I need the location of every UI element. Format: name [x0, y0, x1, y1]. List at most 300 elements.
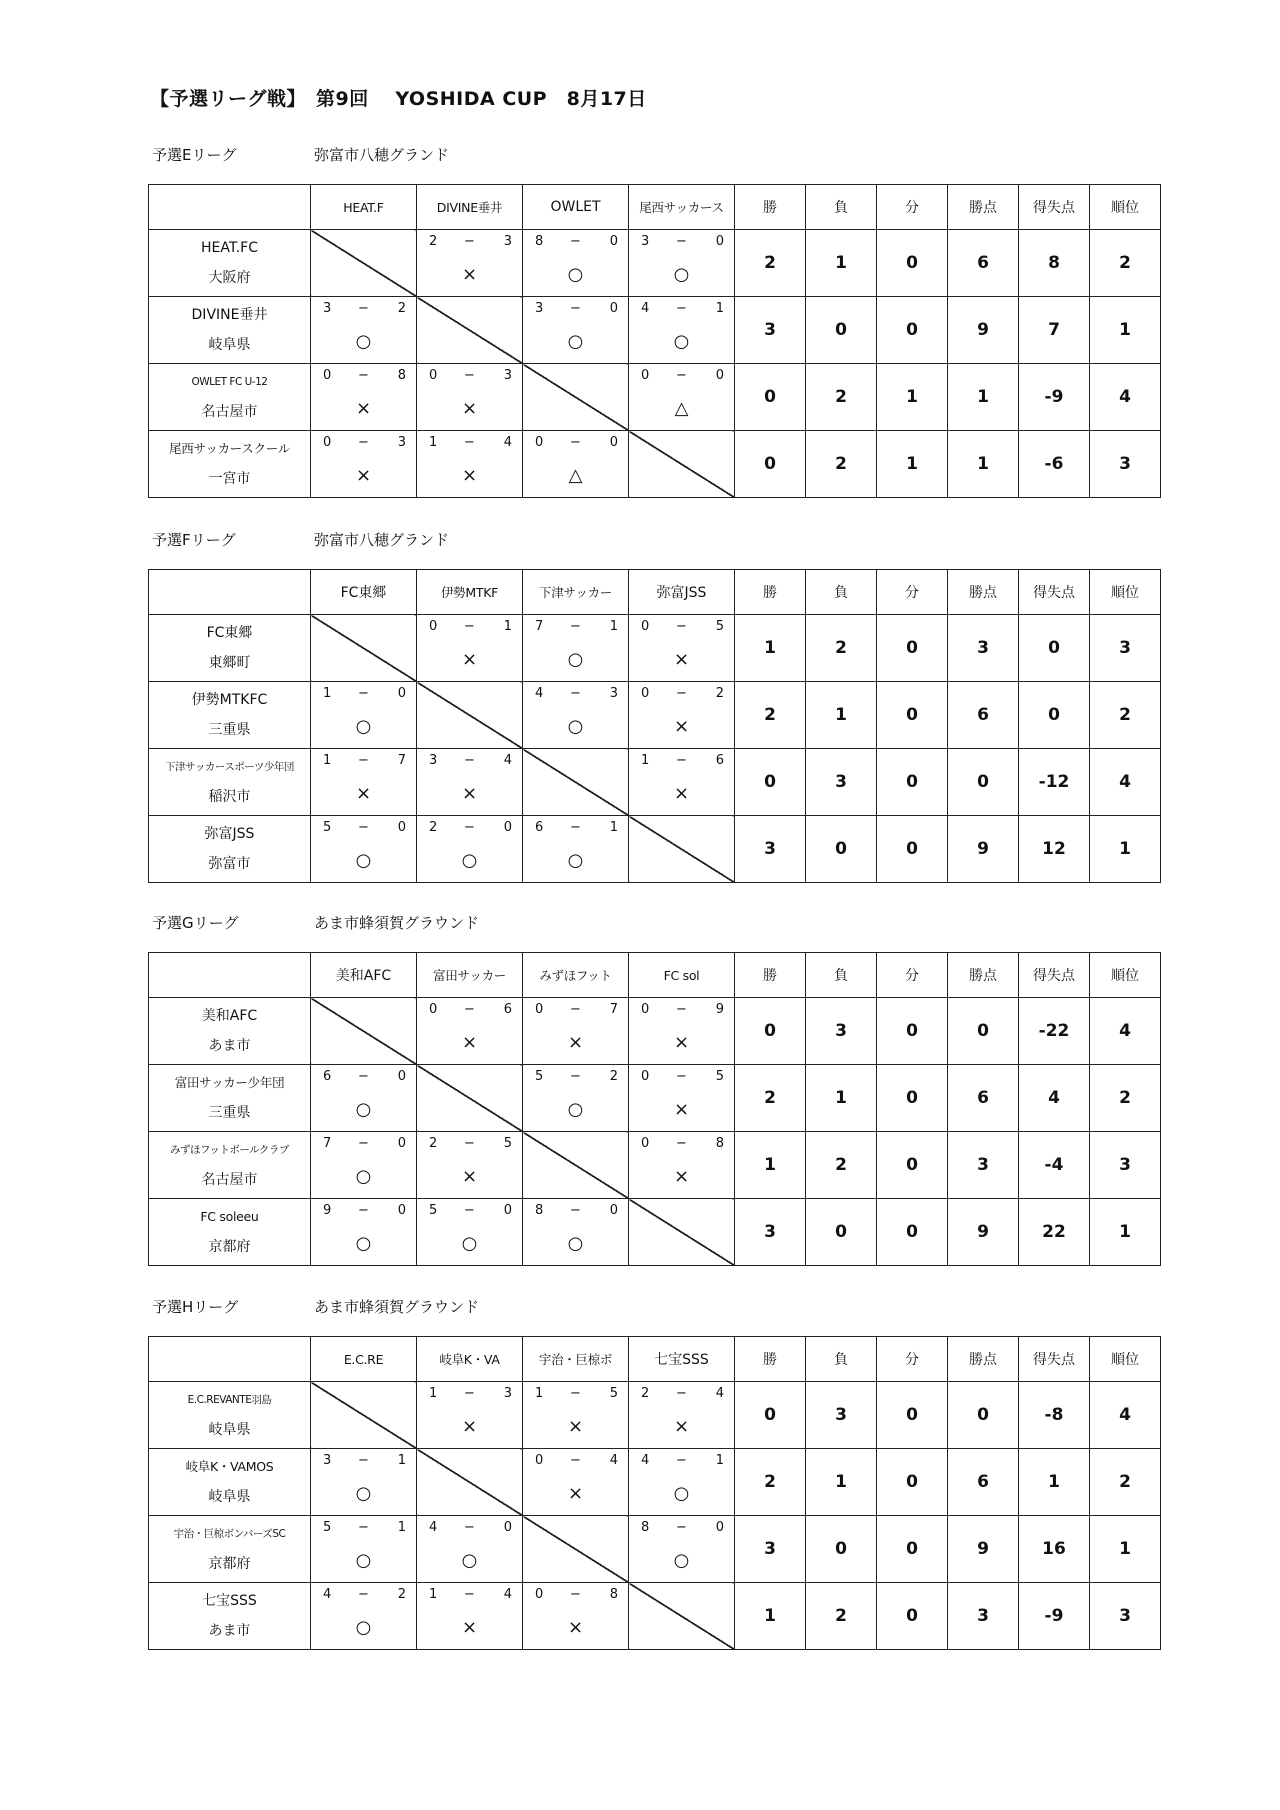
stat-column-header: 得失点 [1019, 953, 1090, 998]
score-own: 0 [323, 435, 332, 450]
match-result-cell [311, 1449, 417, 1516]
stat-column-header: 勝 [735, 1337, 806, 1382]
stat-cell: 3 [1090, 1583, 1161, 1650]
league-name: 予選Eリーグ [152, 146, 237, 164]
score-opponent: 0 [503, 1203, 512, 1218]
corner-cell [149, 185, 311, 230]
self-match-cell [311, 998, 417, 1065]
match-result-cell [417, 998, 523, 1065]
stat-column-header: 順位 [1090, 953, 1161, 998]
stat-cell: 1 [948, 364, 1019, 431]
team-name: FC東郷 [206, 625, 253, 641]
score-dash: − [570, 1069, 581, 1084]
stat-column-header: 順位 [1090, 570, 1161, 615]
match-result-cell [523, 615, 629, 682]
result-mark: × [673, 1032, 690, 1053]
stat-cell: 4 [1090, 998, 1161, 1065]
stat-cell: 0 [735, 749, 806, 816]
table-row [149, 749, 1161, 816]
stat-column-header: 勝点 [948, 1337, 1019, 1382]
score-opponent: 0 [609, 234, 618, 249]
score-dash: − [358, 368, 369, 383]
match-result-cell [311, 364, 417, 431]
league-table [148, 569, 1161, 883]
match-result-cell [629, 749, 735, 816]
team-cell [149, 615, 311, 682]
score-dash: − [676, 368, 687, 383]
team-name: HEAT.FC [200, 240, 259, 256]
score-opponent: 5 [503, 1136, 512, 1151]
score-opponent: 0 [609, 435, 618, 450]
score-dash: − [676, 1386, 687, 1401]
score-opponent: 0 [715, 368, 724, 383]
score-dash: − [570, 1453, 581, 1468]
match-result-cell [417, 1199, 523, 1266]
page-title: 【予選リーグ戦】 第9回 YOSHIDA CUP 8月17日 [150, 88, 647, 110]
stat-cell: 1 [806, 1065, 877, 1132]
score-own: 0 [535, 1453, 544, 1468]
stat-cell: 0 [735, 998, 806, 1065]
score-opponent: 4 [503, 1587, 512, 1602]
match-result-cell [311, 1065, 417, 1132]
score-own: 5 [429, 1203, 438, 1218]
score-dash: − [676, 1520, 687, 1535]
match-result-cell [311, 1583, 417, 1650]
result-mark: ○ [355, 1099, 372, 1120]
stat-cell: 6 [948, 230, 1019, 297]
stat-column-header: 分 [877, 185, 948, 230]
match-result-cell [523, 297, 629, 364]
result-mark: ○ [355, 1550, 372, 1571]
result-mark: × [461, 1416, 478, 1437]
score-opponent: 5 [609, 1386, 618, 1401]
stat-column-header: 順位 [1090, 1337, 1161, 1382]
score-own: 1 [535, 1386, 544, 1401]
league-name: 予選Fリーグ [152, 531, 236, 549]
team-cell [149, 1132, 311, 1199]
result-mark: ○ [567, 264, 584, 285]
stat-column-header: 勝点 [948, 570, 1019, 615]
opponent-column-header: 七宝SSS [629, 1337, 735, 1382]
score-opponent: 9 [715, 1002, 724, 1017]
table-row [149, 1132, 1161, 1199]
team-city: 大阪府 [208, 270, 251, 286]
stat-cell: 2 [1090, 1065, 1161, 1132]
team-cell [149, 1516, 311, 1583]
score-dash: − [676, 1136, 687, 1151]
score-own: 1 [429, 1587, 438, 1602]
result-mark: ○ [355, 1166, 372, 1187]
league-section [148, 140, 1160, 487]
stat-cell: 4 [1090, 1382, 1161, 1449]
stat-cell: 0 [806, 1516, 877, 1583]
stat-cell: 0 [877, 1382, 948, 1449]
score-opponent: 6 [503, 1002, 512, 1017]
score-own: 7 [323, 1136, 332, 1151]
score-dash: − [676, 1002, 687, 1017]
league-venue: 弥富市八穂グランド [314, 146, 450, 164]
team-city: 名古屋市 [201, 1172, 258, 1188]
score-own: 4 [323, 1587, 332, 1602]
score-dash: − [464, 1587, 475, 1602]
stat-cell: 9 [948, 1199, 1019, 1266]
table-row [149, 1449, 1161, 1516]
opponent-column-header: 富田サッカー [417, 953, 523, 998]
self-match-cell [417, 1065, 523, 1132]
result-mark: ○ [567, 649, 584, 670]
score-opponent: 1 [609, 619, 618, 634]
score-opponent: 1 [609, 820, 618, 835]
score-dash: − [570, 1587, 581, 1602]
stat-cell: 9 [948, 816, 1019, 883]
result-mark: ○ [673, 264, 690, 285]
stat-cell: 4 [1090, 364, 1161, 431]
score-dash: − [358, 1587, 369, 1602]
team-cell [149, 1065, 311, 1132]
stat-cell: -6 [1019, 431, 1090, 498]
score-own: 6 [535, 820, 544, 835]
result-mark: ○ [461, 1233, 478, 1254]
team-name: DIVINE垂井 [191, 307, 268, 323]
team-cell [149, 1583, 311, 1650]
score-opponent: 1 [397, 1453, 406, 1468]
team-name: FC soleeu [200, 1209, 259, 1224]
score-own: 0 [641, 1002, 650, 1017]
self-match-cell [629, 816, 735, 883]
stat-cell: 3 [1090, 1132, 1161, 1199]
score-own: 0 [429, 368, 438, 383]
table-row [149, 364, 1161, 431]
opponent-column-header: 下津サッカー [523, 570, 629, 615]
match-result-cell [311, 1199, 417, 1266]
stat-cell: 0 [877, 1132, 948, 1199]
score-own: 0 [429, 619, 438, 634]
team-name: 宇治・巨椋ボンバーズSC [173, 1528, 286, 1540]
score-opponent: 4 [715, 1386, 724, 1401]
opponent-column-header: 伊勢MTKF [417, 570, 523, 615]
stat-cell: 3 [735, 1199, 806, 1266]
score-opponent: 0 [503, 1520, 512, 1535]
score-opponent: 0 [397, 1203, 406, 1218]
score-opponent: 8 [715, 1136, 724, 1151]
result-mark: × [355, 398, 372, 419]
stat-cell: 12 [1019, 816, 1090, 883]
league-header [148, 525, 1160, 555]
score-own: 0 [641, 1069, 650, 1084]
team-cell [149, 1382, 311, 1449]
match-result-cell [523, 1199, 629, 1266]
result-mark: ○ [673, 1483, 690, 1504]
stat-cell: 2 [806, 1583, 877, 1650]
stat-cell: 0 [1019, 615, 1090, 682]
match-result-cell [629, 1382, 735, 1449]
score-dash: − [358, 301, 369, 316]
self-match-cell [523, 1132, 629, 1199]
stat-cell: 0 [735, 1382, 806, 1449]
stat-cell: -9 [1019, 364, 1090, 431]
result-mark: × [567, 1032, 584, 1053]
score-opponent: 3 [503, 368, 512, 383]
result-mark: △ [568, 465, 583, 486]
team-cell [149, 431, 311, 498]
score-own: 0 [641, 619, 650, 634]
result-mark: × [673, 1099, 690, 1120]
team-cell [149, 1199, 311, 1266]
score-dash: − [676, 619, 687, 634]
self-match-cell [311, 615, 417, 682]
score-dash: − [358, 1069, 369, 1084]
match-result-cell [629, 364, 735, 431]
stat-cell: 0 [877, 297, 948, 364]
stat-cell: 2 [806, 1132, 877, 1199]
score-dash: − [570, 619, 581, 634]
match-result-cell [523, 1382, 629, 1449]
self-match-cell [629, 1199, 735, 1266]
score-opponent: 3 [503, 1386, 512, 1401]
score-dash: − [570, 435, 581, 450]
match-result-cell [629, 682, 735, 749]
score-dash: − [358, 1520, 369, 1535]
team-name: 七宝SSS [202, 1593, 257, 1609]
stat-cell: 2 [1090, 1449, 1161, 1516]
opponent-column-header: FC東郷 [311, 570, 417, 615]
score-own: 2 [429, 1136, 438, 1151]
score-own: 3 [429, 753, 438, 768]
result-mark: × [355, 783, 372, 804]
stat-cell: 0 [877, 1449, 948, 1516]
score-own: 0 [641, 1136, 650, 1151]
score-own: 4 [535, 686, 544, 701]
score-opponent: 0 [715, 1520, 724, 1535]
score-opponent: 3 [397, 435, 406, 450]
match-result-cell [523, 1583, 629, 1650]
score-dash: − [464, 435, 475, 450]
team-city: 稲沢市 [208, 789, 251, 805]
score-dash: − [570, 820, 581, 835]
score-opponent: 1 [503, 619, 512, 634]
match-result-cell [629, 615, 735, 682]
team-name: E.C.REVANTE羽島 [187, 1394, 272, 1406]
score-opponent: 0 [609, 1203, 618, 1218]
stat-column-header: 勝点 [948, 185, 1019, 230]
result-mark: × [673, 649, 690, 670]
score-opponent: 2 [397, 1587, 406, 1602]
result-mark: ○ [567, 331, 584, 352]
league-table [148, 184, 1161, 498]
stat-column-header: 得失点 [1019, 1337, 1090, 1382]
table-row [149, 615, 1161, 682]
score-own: 4 [429, 1520, 438, 1535]
stat-cell: 1 [806, 230, 877, 297]
score-opponent: 0 [503, 820, 512, 835]
match-result-cell [523, 230, 629, 297]
stat-cell: 0 [948, 1382, 1019, 1449]
result-mark: ○ [461, 850, 478, 871]
match-result-cell [311, 1132, 417, 1199]
score-opponent: 0 [609, 301, 618, 316]
score-dash: − [464, 1136, 475, 1151]
team-name: 岐阜K・VAMOS [185, 1459, 274, 1474]
stat-cell: 1 [877, 364, 948, 431]
stat-cell: 3 [735, 1516, 806, 1583]
stat-column-header: 分 [877, 1337, 948, 1382]
match-result-cell [311, 431, 417, 498]
opponent-column-header: E.C.RE [311, 1337, 417, 1382]
stat-column-header: 勝 [735, 570, 806, 615]
team-cell [149, 297, 311, 364]
result-mark: × [673, 1416, 690, 1437]
result-mark: ○ [461, 1550, 478, 1571]
stat-cell: 0 [806, 297, 877, 364]
league-name: 予選Gリーグ [152, 914, 239, 932]
table-row [149, 1199, 1161, 1266]
stat-cell: 0 [877, 1065, 948, 1132]
stat-cell: 2 [806, 615, 877, 682]
league-name: 予選Hリーグ [152, 1298, 239, 1316]
match-result-cell [523, 1065, 629, 1132]
stat-cell: 1 [735, 1132, 806, 1199]
stat-cell: 9 [948, 297, 1019, 364]
score-own: 3 [323, 1453, 332, 1468]
self-match-cell [523, 364, 629, 431]
score-dash: − [676, 1453, 687, 1468]
score-opponent: 1 [397, 1520, 406, 1535]
corner-cell [149, 1337, 311, 1382]
self-match-cell [417, 297, 523, 364]
self-match-cell [417, 682, 523, 749]
score-own: 0 [641, 368, 650, 383]
opponent-column-header: FC sol [629, 953, 735, 998]
stat-cell: 8 [1019, 230, 1090, 297]
team-city: 岐阜県 [208, 337, 251, 353]
stat-cell: 2 [806, 364, 877, 431]
score-dash: − [358, 686, 369, 701]
score-own: 1 [429, 435, 438, 450]
stat-column-header: 負 [806, 1337, 877, 1382]
stat-cell: 1 [1090, 297, 1161, 364]
stat-cell: 1 [877, 431, 948, 498]
team-city: 京都府 [208, 1556, 251, 1572]
result-mark: ○ [355, 331, 372, 352]
self-match-cell [523, 749, 629, 816]
score-dash: − [464, 1203, 475, 1218]
stat-cell: 2 [1090, 230, 1161, 297]
match-result-cell [417, 1516, 523, 1583]
score-opponent: 7 [609, 1002, 618, 1017]
opponent-column-header: OWLET [523, 185, 629, 230]
league-venue: あま市蜂須賀グラウンド [314, 914, 480, 932]
stat-cell: 1 [1090, 1199, 1161, 1266]
stat-column-header: 分 [877, 570, 948, 615]
match-result-cell [523, 682, 629, 749]
stat-cell: -22 [1019, 998, 1090, 1065]
table-row [149, 816, 1161, 883]
stat-cell: 0 [877, 1516, 948, 1583]
score-dash: − [358, 1136, 369, 1151]
stat-cell: 1 [806, 682, 877, 749]
score-dash: − [570, 1386, 581, 1401]
match-result-cell [417, 1132, 523, 1199]
score-own: 0 [535, 1002, 544, 1017]
score-own: 2 [429, 820, 438, 835]
result-mark: × [461, 398, 478, 419]
result-mark: × [673, 783, 690, 804]
match-result-cell [629, 1065, 735, 1132]
score-own: 5 [323, 820, 332, 835]
stat-cell: 3 [735, 297, 806, 364]
match-result-cell [417, 1583, 523, 1650]
score-own: 0 [323, 368, 332, 383]
score-opponent: 8 [609, 1587, 618, 1602]
stat-cell: 3 [735, 816, 806, 883]
match-result-cell [417, 749, 523, 816]
opponent-column-header: みずほフット [523, 953, 629, 998]
stat-column-header: 分 [877, 953, 948, 998]
result-mark: ○ [567, 716, 584, 737]
stat-column-header: 負 [806, 570, 877, 615]
stat-cell: 6 [948, 1449, 1019, 1516]
team-city: あま市 [208, 1038, 251, 1054]
score-opponent: 0 [397, 686, 406, 701]
score-opponent: 4 [503, 435, 512, 450]
match-result-cell [629, 1449, 735, 1516]
stat-cell: 16 [1019, 1516, 1090, 1583]
stat-cell: 0 [806, 1199, 877, 1266]
table-header-row [149, 953, 1161, 998]
result-mark: × [355, 465, 372, 486]
stat-cell: 0 [877, 682, 948, 749]
stat-cell: 0 [877, 1583, 948, 1650]
score-dash: − [570, 301, 581, 316]
result-mark: ○ [567, 1233, 584, 1254]
league-header [148, 1292, 1160, 1322]
score-own: 4 [641, 301, 650, 316]
score-own: 6 [323, 1069, 332, 1084]
score-dash: − [464, 1002, 475, 1017]
score-own: 0 [641, 686, 650, 701]
result-mark: × [461, 1617, 478, 1638]
league-venue: 弥富市八穂グランド [314, 531, 450, 549]
result-mark: × [461, 264, 478, 285]
team-name: 伊勢MTKFC [191, 692, 268, 708]
match-result-cell [417, 816, 523, 883]
opponent-column-header: 美和AFC [311, 953, 417, 998]
stat-cell: 3 [948, 1132, 1019, 1199]
match-result-cell [629, 297, 735, 364]
table-row [149, 431, 1161, 498]
score-dash: − [570, 234, 581, 249]
result-mark: ○ [567, 850, 584, 871]
stat-cell: 3 [806, 749, 877, 816]
league-table [148, 1336, 1161, 1650]
result-mark: ○ [673, 1550, 690, 1571]
score-own: 1 [641, 753, 650, 768]
score-dash: − [570, 1203, 581, 1218]
stat-column-header: 得失点 [1019, 185, 1090, 230]
table-row [149, 998, 1161, 1065]
stat-cell: 3 [806, 998, 877, 1065]
result-mark: × [461, 1032, 478, 1053]
table-header-row [149, 570, 1161, 615]
opponent-column-header: 弥富JSS [629, 570, 735, 615]
score-opponent: 3 [609, 686, 618, 701]
match-result-cell [523, 431, 629, 498]
score-own: 4 [641, 1453, 650, 1468]
table-row [149, 297, 1161, 364]
team-name: みずほフットボールクラブ [170, 1144, 289, 1156]
self-match-cell [523, 1516, 629, 1583]
stat-cell: 0 [948, 749, 1019, 816]
